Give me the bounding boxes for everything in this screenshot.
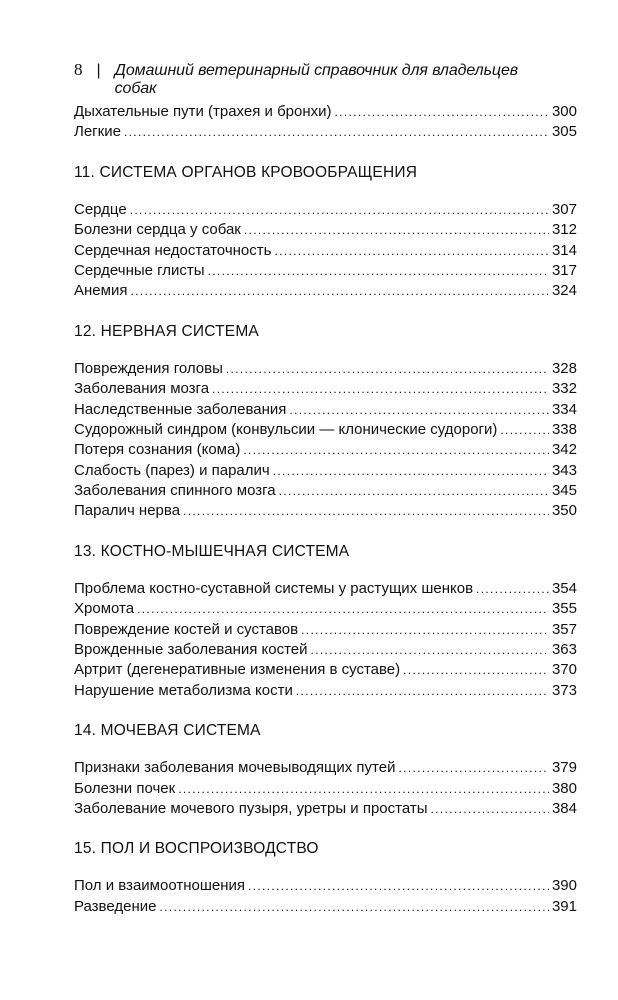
dot-leader — [476, 579, 549, 599]
toc-entry-page: 332 — [551, 380, 577, 398]
toc-entry-title: Сердечные глисты — [74, 261, 205, 279]
dot-leader — [301, 620, 549, 640]
toc-entry-title: Сердце — [74, 200, 127, 218]
page-number: 8 — [74, 60, 83, 79]
toc-entry-title: Болезни почек — [74, 779, 176, 797]
toc-entry-page: 300 — [551, 103, 577, 120]
toc-entry — [74, 440, 577, 460]
toc-entry-title: Легкие — [74, 123, 121, 141]
toc-entry-title: Признаки заболевания мочевыводящих путей — [74, 759, 396, 777]
toc-entry — [74, 640, 577, 660]
dot-leader — [183, 501, 549, 521]
toc-entry — [74, 461, 577, 481]
running-header — [74, 60, 554, 98]
toc-entry-page: 345 — [551, 482, 577, 500]
toc-entry — [74, 481, 577, 501]
toc-entry — [74, 122, 577, 142]
dot-leader — [178, 779, 549, 799]
toc-section — [74, 162, 577, 302]
toc-entry-title: Слабость (парез) и паралич — [74, 461, 270, 479]
dot-leader — [212, 379, 549, 399]
toc-entry-page: 312 — [551, 221, 577, 239]
toc-entry — [74, 241, 577, 261]
toc-entry-title: Паралич нерва — [74, 502, 181, 520]
toc-entry — [74, 799, 577, 819]
toc-entry-page: 307 — [551, 200, 577, 218]
dot-leader — [500, 420, 549, 440]
toc-entry-title: Потеря сознания (кома) — [74, 441, 241, 459]
toc-entry — [74, 420, 577, 440]
toc-entry — [74, 102, 577, 122]
header-separator: | — [96, 62, 101, 79]
toc-entry-title: Заболевание мочевого пузыря, уретры и простаты — [74, 799, 428, 817]
dot-leader — [273, 461, 549, 481]
dot-leader — [296, 681, 549, 701]
section-heading: 12. НЕРВНАЯ СИСТЕМА — [74, 322, 259, 340]
toc-entry — [74, 620, 577, 640]
toc-entry-page: 343 — [551, 461, 577, 479]
toc-entry-page: 305 — [551, 123, 577, 141]
dot-leader — [289, 400, 549, 420]
toc-entry — [74, 261, 577, 281]
toc-entry — [74, 501, 577, 521]
toc-entry — [74, 599, 577, 619]
toc-entry — [74, 579, 577, 599]
toc-entry-page: 370 — [551, 661, 577, 679]
toc-section — [74, 321, 577, 522]
toc-entry-title: Нарушение метаболизма кости — [74, 681, 293, 699]
dot-leader — [137, 599, 549, 619]
section-heading: 14. МОЧЕВАЯ СИСТЕМА — [74, 722, 261, 740]
toc-entry — [74, 379, 577, 399]
section-heading: 13. КОСТНО-МЫШЕЧНАЯ СИСТЕМА — [74, 542, 350, 560]
dot-leader — [274, 241, 549, 261]
toc-entry-title: Повреждения головы — [74, 359, 223, 377]
toc-entry-title: Болезни сердца у собак — [74, 221, 241, 239]
dot-leader — [208, 261, 549, 281]
toc-entry-title: Разведение — [74, 897, 157, 915]
toc-section — [74, 838, 577, 917]
toc-entry — [74, 897, 577, 917]
dot-leader — [311, 640, 549, 660]
toc-entry-page: 342 — [551, 441, 577, 459]
toc-entry — [74, 758, 577, 778]
toc-entry-title: Сердечная недостаточность — [74, 241, 272, 259]
toc-entry-page: 390 — [551, 877, 577, 895]
dot-leader — [335, 102, 549, 122]
toc-entry-page: 338 — [551, 420, 577, 438]
toc-entry-title: Дыхательные пути (трахея и бронхи) — [74, 103, 332, 120]
toc-entry-page: 391 — [551, 897, 577, 915]
toc-entry — [74, 779, 577, 799]
dot-leader — [398, 758, 548, 778]
toc-entry-title: Проблема костно-суставной системы у растущих шенков — [74, 579, 474, 597]
toc-entry-page: 324 — [551, 282, 577, 300]
toc-entry — [74, 660, 577, 680]
toc-intro-group — [74, 102, 577, 143]
toc-entry — [74, 359, 577, 379]
toc-entry-page: 317 — [551, 261, 577, 279]
toc-entry-title: Заболевания мозга — [74, 380, 210, 398]
dot-leader — [248, 876, 549, 896]
table-of-contents — [74, 102, 577, 917]
section-heading: 15. ПОЛ И ВОСПРОИЗВОДСТВО — [74, 840, 319, 858]
dot-leader — [130, 200, 549, 220]
dot-leader — [226, 359, 549, 379]
toc-entry-page: 357 — [551, 620, 577, 638]
dot-leader — [243, 440, 549, 460]
toc-entry — [74, 220, 577, 240]
toc-entry-page: 355 — [551, 600, 577, 618]
toc-entry-title: Хромота — [74, 600, 135, 618]
toc-entry-page: 328 — [551, 359, 577, 377]
toc-entry — [74, 200, 577, 220]
toc-entry-page: 334 — [551, 400, 577, 418]
toc-entry-page: 363 — [551, 641, 577, 659]
dot-leader — [431, 799, 549, 819]
toc-section — [74, 720, 577, 819]
dot-leader — [159, 897, 548, 917]
dot-leader — [279, 481, 549, 501]
toc-entry — [74, 400, 577, 420]
toc-entry-title: Анемия — [74, 282, 128, 300]
toc-entry-title: Врожденные заболевания костей — [74, 641, 308, 659]
toc-entry-page: 350 — [551, 502, 577, 520]
book-title: Домашний ветеринарный справочник для владельцев собак — [114, 62, 518, 97]
toc-entry — [74, 281, 577, 301]
toc-entry-page: 379 — [551, 759, 577, 777]
toc-entry-title: Заболевания спинного мозга — [74, 482, 276, 500]
section-heading: 11. СИСТЕМА ОРГАНОВ КРОВООБРАЩЕНИЯ — [74, 163, 418, 181]
dot-leader — [403, 660, 549, 680]
toc-entry-title: Наследственные заболевания — [74, 400, 287, 418]
dot-leader — [130, 281, 549, 301]
toc-entry-title: Повреждение костей и суставов — [74, 620, 299, 638]
dot-leader — [124, 122, 549, 142]
toc-entry-page: 314 — [551, 241, 577, 259]
toc-entry-page: 384 — [551, 799, 577, 817]
toc-entry-title: Артрит (дегенеративные изменения в суставе) — [74, 661, 401, 679]
toc-section — [74, 541, 577, 701]
dot-leader — [244, 220, 549, 240]
toc-entry-page: 380 — [551, 779, 577, 797]
toc-entry — [74, 681, 577, 701]
toc-entry — [74, 876, 577, 896]
toc-entry-page: 373 — [551, 681, 577, 699]
toc-entry-title: Пол и взаимоотношения — [74, 877, 245, 895]
toc-entry-title: Судорожный синдром (конвульсии — клонические судороги) — [74, 420, 498, 438]
toc-entry-page: 354 — [551, 579, 577, 597]
